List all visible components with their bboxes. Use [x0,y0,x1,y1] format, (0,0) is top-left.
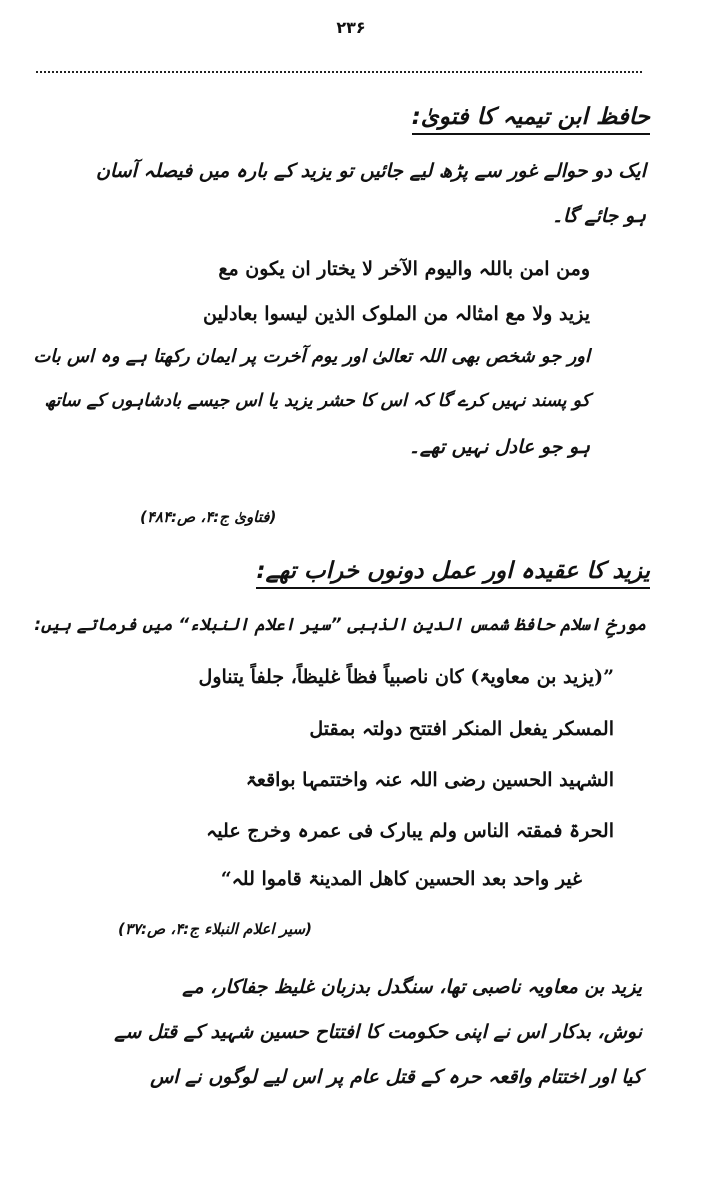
translation-line-1: اور جو شخص بھی اللہ تعالیٰ اور یوم آخرت پر ایمان رکھتا ہے وہ اس بات [33,346,590,367]
intro-line-2: ہو جائے گا۔ [551,205,646,227]
section-heading-yazid: یزید کا عقیدہ اور عمل دونوں خراب تھے: [256,558,650,589]
intro-line-1: ایک دو حوالے غور سے پڑھ لیے جائیں تو یزید کے بارہ میں فیصلہ آسان [96,160,646,182]
dhahabi-intro-line: مورخِ اسلام حافظ شمس الدین الذہبی ”سیر اعلام النبلاء“ میں فرماتے ہیں: [34,615,646,635]
translation-line-3: ہو جو عادل نہیں تھے۔ [408,436,590,458]
reference-fatawa: (فتاویٰ ج:۴، ص:۴۸۴) [140,508,277,526]
yazid-translation-line-1: یزید بن معاویہ ناصبی تھا، سنگدل بدزبان غلیظ جفاکار، مے [182,976,642,998]
dhahabi-arabic-line-2: المسکر یفعل المنکر افتتح دولتہ بمقتل [309,718,614,740]
page-number: ۲۳۶ [336,18,366,37]
dhahabi-arabic-line-5: غیر واحد بعد الحسین کاھل المدینۃ قاموا للہ“ [220,868,582,890]
arabic-quote-line-1: ومن امن باللہ والیوم الآخر لا یختار ان یکون مع [218,258,590,280]
header-dotted-rule [36,71,642,73]
reference-siyar: (سیر اعلام النبلاء ج:۴، ص:۳۷) [118,920,312,938]
arabic-quote-line-2: یزید ولا مع امثالہ من الملوک الذین لیسوا بعادلین [202,303,590,325]
yazid-translation-line-2: نوش، بدکار اس نے اپنی حکومت کا افتتاح حسین شہید کے قتل سے [114,1021,642,1043]
dhahabi-arabic-line-3: الشہید الحسین رضی اللہ عنہ واختتمہا بواقعۃ [245,769,614,791]
section-heading-ibn-taymiyyah: حافظ ابن تیمیہ کا فتویٰ: [412,104,650,135]
translation-line-2: کو پسند نہیں کرے گا کہ اس کا حشر یزید یا اس جیسے بادشاہوں کے ساتھ [44,391,590,411]
dhahabi-arabic-line-4: الحرۃ فمقتہ الناس ولم یبارک فی عمرہ وخرج علیہ [206,820,614,842]
dhahabi-arabic-line-1: ”(یزید بن معاویۃ) کان ناصبیاً فظاً غلیظاً، جلفاً یتناول [198,666,614,688]
yazid-translation-line-3: کیا اور اختتام واقعہ حرہ کے قتل عام پر اس لیے لوگوں نے اس [150,1066,642,1088]
